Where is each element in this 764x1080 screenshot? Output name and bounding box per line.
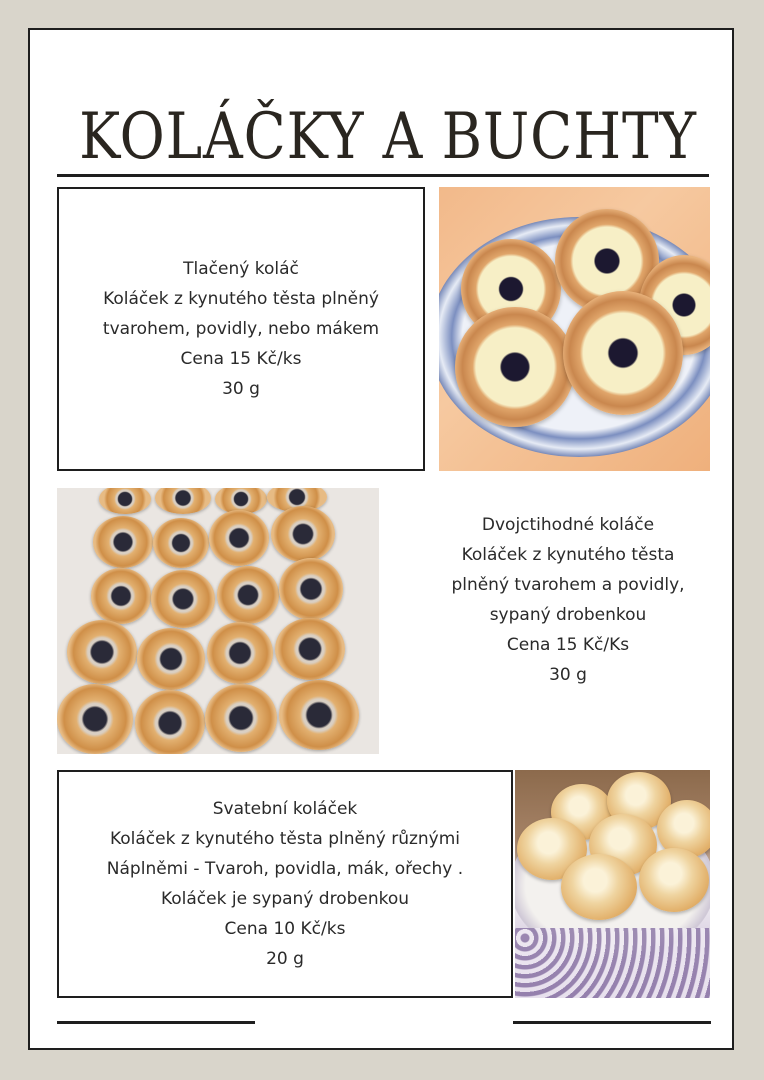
item-weight: 30 g: [222, 379, 260, 399]
footer-divider-left: [57, 1021, 255, 1024]
item-description: Náplněmi - Tvaroh, povidla, mák, ořechy .: [106, 859, 464, 879]
wedding-pastry-photo-icon: [515, 770, 710, 998]
item-weight: 30 g: [549, 665, 587, 685]
item-price: Cena 10 Kč/ks: [224, 919, 346, 939]
item-description: sypaný drobenkou: [489, 605, 647, 625]
item-description: tvarohem, povidly, nebo mákem: [102, 319, 380, 339]
item-weight: 20 g: [266, 949, 304, 969]
item-description: Koláček z kynutého těsta plněný různými: [109, 829, 461, 849]
menu-page: [28, 28, 734, 1050]
pastry-photo-icon: [439, 187, 710, 471]
page-title: KOLÁČKY A BUCHTY: [79, 100, 697, 174]
item-card-tlaceny: [57, 187, 425, 471]
item-price: Cena 15 Kč/Ks: [506, 635, 630, 655]
item-name: Tlačený koláč: [183, 259, 299, 279]
item-description: Koláček z kynutého těsta plněný: [103, 289, 379, 309]
item-price: Cena 15 Kč/ks: [180, 349, 302, 369]
footer-divider-right: [513, 1021, 711, 1024]
item-card-dvojctihodne: [398, 510, 738, 690]
item-description: plněný tvarohem a povidly,: [451, 575, 685, 595]
item-name: Svatební koláček: [212, 799, 358, 819]
pastry-tray-photo-icon: [57, 488, 379, 754]
item-card-svatebni: [57, 770, 513, 998]
item-description: Koláček z kynutého těsta: [461, 545, 675, 565]
item-name: Dvojctihodné koláče: [481, 515, 655, 535]
title-divider: [57, 174, 709, 177]
item-description: Koláček je sypaný drobenkou: [160, 889, 410, 909]
